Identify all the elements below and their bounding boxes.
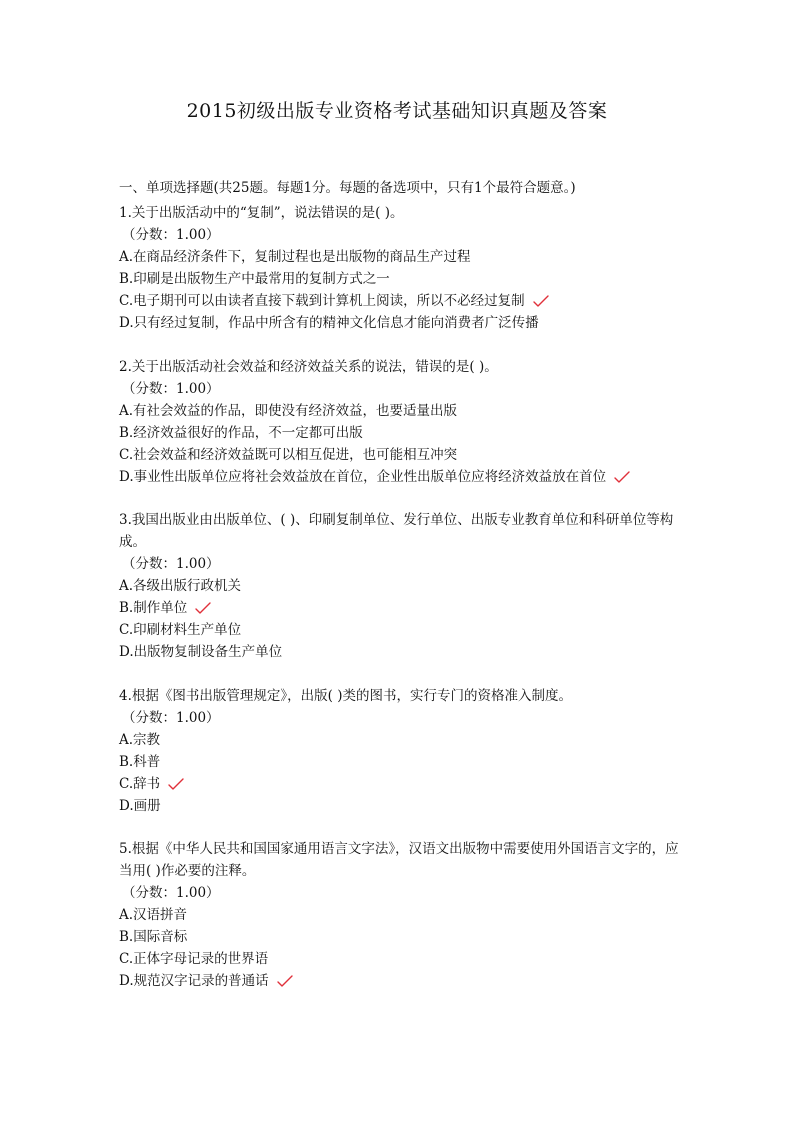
answer-option [119,970,699,992]
question-score: （分数：1.00） [122,709,220,726]
answer-option-text: B.经济效益很好的作品，不一定都可出版 [119,424,363,441]
answer-option-text: C.印刷材料生产单位 [119,622,242,638]
question-score: （分数：1.00） [122,556,220,572]
answer-option-text: A.有社会效益的作品，即使没有经济效益，也要适量出版 [119,402,458,419]
answer-option-text: C.辞书 [119,775,161,792]
answer-option [119,290,699,312]
answer-option-text: D.只有经过复制，作品中所含有的精神文化信息才能向消费者广泛传播 [119,315,539,331]
question-4 [119,685,699,817]
check-mark-icon [533,295,549,307]
answer-option [119,751,699,773]
answer-option [119,773,699,795]
question-score: （分数：1.00） [122,885,220,901]
answer-option [119,795,699,817]
answer-option [119,575,699,597]
answer-option-text: B.科普 [119,753,161,770]
answer-option-text: A.宗教 [119,731,161,748]
question-3 [119,509,699,663]
question-2 [119,356,699,488]
answer-option-text: C.社会效益和经济效益既可以相互促进，也可能相互冲突 [119,446,458,463]
question-5 [119,838,699,992]
question-stem: 2.关于出版活动社会效益和经济效益关系的说法，错误的是( )。 [119,358,498,375]
answer-option [119,597,699,619]
check-mark-icon [277,975,293,987]
answer-option [119,268,699,290]
answer-option-text: C.电子期刊可以由读者直接下载到计算机上阅读，所以不必经过复制 [119,293,525,309]
answer-option-text: D.事业性出版单位应将社会效益放在首位，企业性出版单位应将经济效益放在首位 [119,468,607,485]
question-1 [119,202,699,334]
answer-option-text: A.在商品经济条件下，复制过程也是出版物的商品生产过程 [119,249,471,265]
answer-option-text: B.印刷是出版物生产中最常用的复制方式之一 [119,271,390,287]
question-score: （分数：1.00） [122,380,220,397]
answer-option-text: C.正体字母记录的世界语 [119,951,269,967]
answer-option [119,926,699,948]
answer-option-text: B.制作单位 [119,600,188,616]
question-list [119,202,699,1014]
question-score: （分数：1.00） [122,227,220,243]
check-mark-icon [168,778,184,790]
question-stem: 3.我国出版业由出版单位、( )、印刷复制单位、发行单位、出版专业教育单位和科研单位等构成。 [119,512,674,550]
answer-option [119,619,699,641]
question-stem: 1.关于出版活动中的“复制”，说法错误的是( )。 [119,205,404,221]
answer-option-text: B.国际音标 [119,929,188,945]
check-mark-icon [195,602,211,614]
answer-option [119,444,699,466]
check-mark-icon [614,471,630,483]
answer-option [119,400,699,422]
answer-option [119,904,699,926]
document-title: 2015初级出版专业资格考试基础知识真题及答案 [186,100,608,122]
answer-option [119,422,699,444]
question-stem: 4.根据《图书出版管理规定》，出版( )类的图书，实行专门的资格准入制度。 [119,687,572,704]
answer-option-text: A.汉语拼音 [119,907,188,923]
answer-option-text: D.规范汉字记录的普通话 [119,973,269,989]
answer-option-text: D.出版物复制设备生产单位 [119,644,283,660]
answer-option [119,312,699,334]
answer-option-text: A.各级出版行政机关 [119,578,242,594]
answer-option [119,246,699,268]
answer-option [119,948,699,970]
answer-option [119,466,699,488]
question-stem: 5.根据《中华人民共和国国家通用语言文字法》，汉语文出版物中需要使用外国语言文字的，应当用( )作必要的注释。 [119,841,679,879]
section-header: 一、单项选择题(共25题。每题1分。每题的备选项中，只有1个最符合题意。) [119,180,576,196]
answer-option-text: D.画册 [119,797,161,814]
answer-option [119,641,699,663]
answer-option [119,729,699,751]
